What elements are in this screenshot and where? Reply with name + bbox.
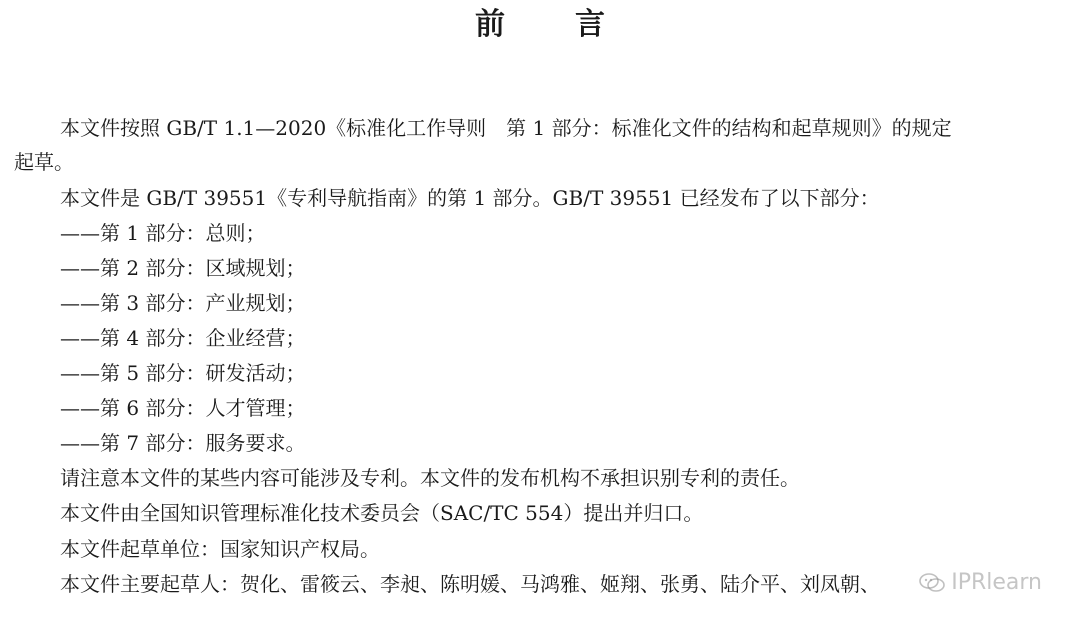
list-item-part-7: ——第 7 部分：服务要求。: [60, 431, 306, 455]
watermark-text: IPRlearn: [951, 570, 1042, 595]
wechat-icon: [919, 573, 945, 593]
paragraph-drafting-rule-cont: 起草。: [14, 150, 74, 174]
list-item-part-1: ——第 1 部分：总则；: [60, 221, 266, 245]
list-item-part-4: ——第 4 部分：企业经营；: [60, 326, 306, 350]
paragraph-patent-notice: 请注意本文件的某些内容可能涉及专利。本文件的发布机构不承担识别专利的责任。: [60, 466, 800, 490]
paragraph-series-intro: 本文件是 GB/T 39551《专利导航指南》的第 1 部分。GB/T 39551 已经发布了以下部分：: [60, 186, 880, 210]
title-char-2: 言: [575, 7, 605, 42]
page-title: [0, 2, 1080, 48]
list-item-part-2: ——第 2 部分：区域规划；: [60, 256, 306, 280]
title-char-1: 前: [475, 7, 505, 42]
list-item-part-6: ——第 6 部分：人才管理；: [60, 396, 306, 420]
paragraph-drafters: 本文件主要起草人：贺化、雷筱云、李昶、陈明媛、马鸿雅、姬翔、张勇、陆介平、刘凤朝、: [60, 572, 880, 596]
paragraph-drafting-rule: 本文件按照 GB/T 1.1—2020《标准化工作导则 第 1 部分：标准化文件的结构和起草规则》的规定: [60, 116, 952, 140]
watermark: [919, 570, 1042, 595]
paragraph-committee: 本文件由全国知识管理标准化技术委员会（SAC/TC 554）提出并归口。: [60, 501, 704, 525]
list-item-part-5: ——第 5 部分：研发活动；: [60, 361, 306, 385]
list-item-part-3: ——第 3 部分：产业规划；: [60, 291, 306, 315]
paragraph-drafting-unit: 本文件起草单位：国家知识产权局。: [60, 537, 380, 561]
